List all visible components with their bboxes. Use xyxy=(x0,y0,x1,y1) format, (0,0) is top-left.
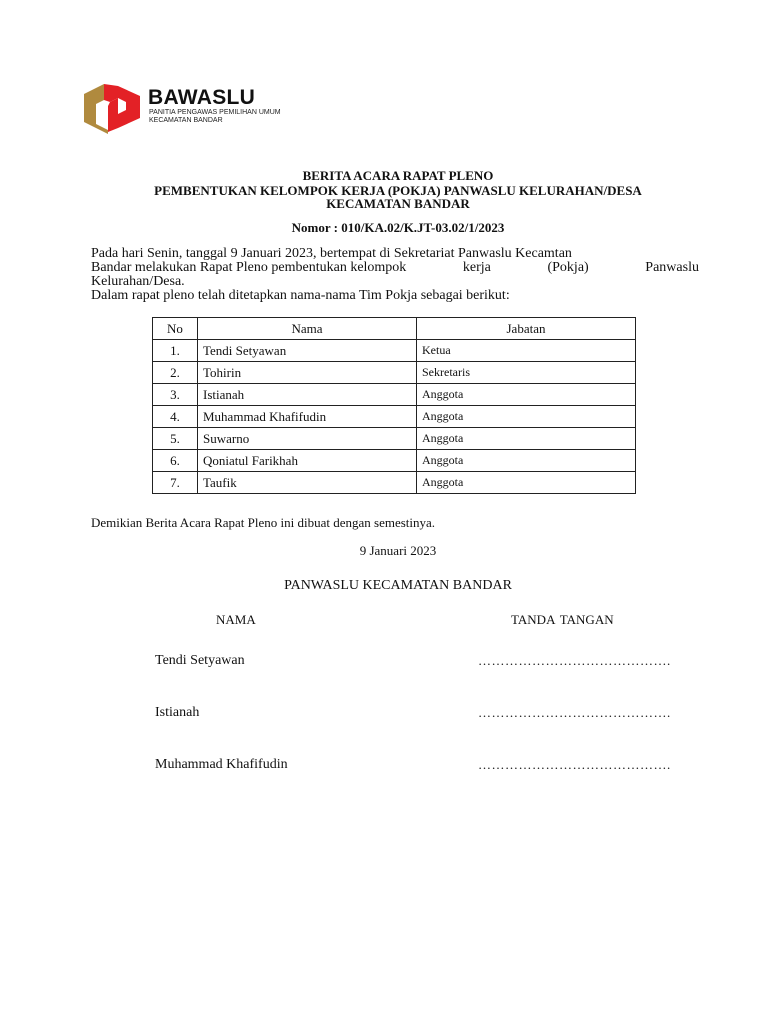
table-row xyxy=(153,340,636,362)
row-name: Tendi Setyawan xyxy=(198,340,417,362)
row-name: Tohirin xyxy=(198,362,417,384)
bawaslu-logo xyxy=(82,80,282,136)
table-row xyxy=(153,406,636,428)
opening-line-2 xyxy=(91,261,699,275)
signature-column-name: NAMA xyxy=(216,612,256,627)
closing-statement: Demikian Berita Acara Rapat Pleno ini dibuat dengan semestinya. xyxy=(91,515,436,530)
row-no: 3. xyxy=(153,384,198,406)
row-no: 5. xyxy=(153,428,198,450)
row-no: 1. xyxy=(153,340,198,362)
header-no: No xyxy=(153,318,198,340)
pokja-members-table xyxy=(152,317,636,494)
row-name: Taufik xyxy=(198,472,417,494)
opening-line-2-part-1: Bandar melakukan Rapat Pleno pembentukan kelompok xyxy=(91,260,407,275)
logo-subtitle-line2: KECAMATAN BANDAR xyxy=(149,117,223,124)
row-role: Sekretaris xyxy=(417,362,636,384)
table-row xyxy=(153,450,636,472)
row-name: Istianah xyxy=(198,384,417,406)
opening-line-2-part-4: Panwaslu xyxy=(645,260,699,275)
document-number: Nomor : 010/KA.02/K.JT-03.02/1/2023 xyxy=(291,220,505,235)
signature-line: ……………………………………. xyxy=(478,705,671,720)
row-no: 6. xyxy=(153,450,198,472)
row-name: Suwarno xyxy=(198,428,417,450)
row-name: Muhammad Khafifudin xyxy=(198,406,417,428)
row-no: 7. xyxy=(153,472,198,494)
table-row xyxy=(153,384,636,406)
logo-subtitle-line1: PANITIA PENGAWAS PEMILIHAN UMUM xyxy=(149,109,281,116)
row-role: Anggota xyxy=(417,428,636,450)
signature-line: ……………………………………. xyxy=(478,757,671,772)
row-no: 4. xyxy=(153,406,198,428)
table-row xyxy=(153,472,636,494)
header-role: Jabatan xyxy=(417,318,636,340)
signature-line: ……………………………………. xyxy=(478,653,671,668)
header-name: Nama xyxy=(198,318,417,340)
row-role: Anggota xyxy=(417,450,636,472)
signatory-name: Istianah xyxy=(155,705,200,720)
opening-paragraph xyxy=(91,247,699,289)
row-role: Ketua xyxy=(417,340,636,362)
members-intro: Dalam rapat pleno telah ditetapkan nama-nama Tim Pokja sebagai berikut: xyxy=(91,288,510,303)
signature-column-sign: TANDA TANGAN xyxy=(511,612,614,627)
table-header-row xyxy=(153,318,636,340)
table-row xyxy=(153,428,636,450)
opening-line-2-part-3: (Pokja) xyxy=(547,260,589,275)
signatory-name: Tendi Setyawan xyxy=(155,653,245,668)
row-name: Qoniatul Farikhah xyxy=(198,450,417,472)
table-row xyxy=(153,362,636,384)
opening-line-1: Pada hari Senin, tanggal 9 Januari 2023, bertempat di Sekretariat Panwaslu Kecamtan xyxy=(91,246,572,261)
opening-line-3: Kelurahan/Desa. xyxy=(91,274,185,289)
document-date: 9 Januari 2023 xyxy=(359,543,437,558)
organization-name: PANWASLU KECAMATAN BANDAR xyxy=(284,578,512,593)
logo-brand-text: BAWASLU xyxy=(148,86,256,109)
row-role: Anggota xyxy=(417,472,636,494)
document-title: BERITA ACARA RAPAT PLENO xyxy=(302,168,494,183)
opening-line-2-part-2: kerja xyxy=(462,260,491,275)
row-no: 2. xyxy=(153,362,198,384)
signatory-name: Muhammad Khafifudin xyxy=(155,757,288,772)
document-location: KECAMATAN BANDAR xyxy=(326,196,470,211)
bawaslu-emblem-icon xyxy=(82,80,144,134)
row-role: Anggota xyxy=(417,406,636,428)
row-role: Anggota xyxy=(417,384,636,406)
document-subtitle: PEMBENTUKAN KELOMPOK KERJA (POKJA) PANWASLU KELURAHAN/DESA xyxy=(154,183,642,198)
